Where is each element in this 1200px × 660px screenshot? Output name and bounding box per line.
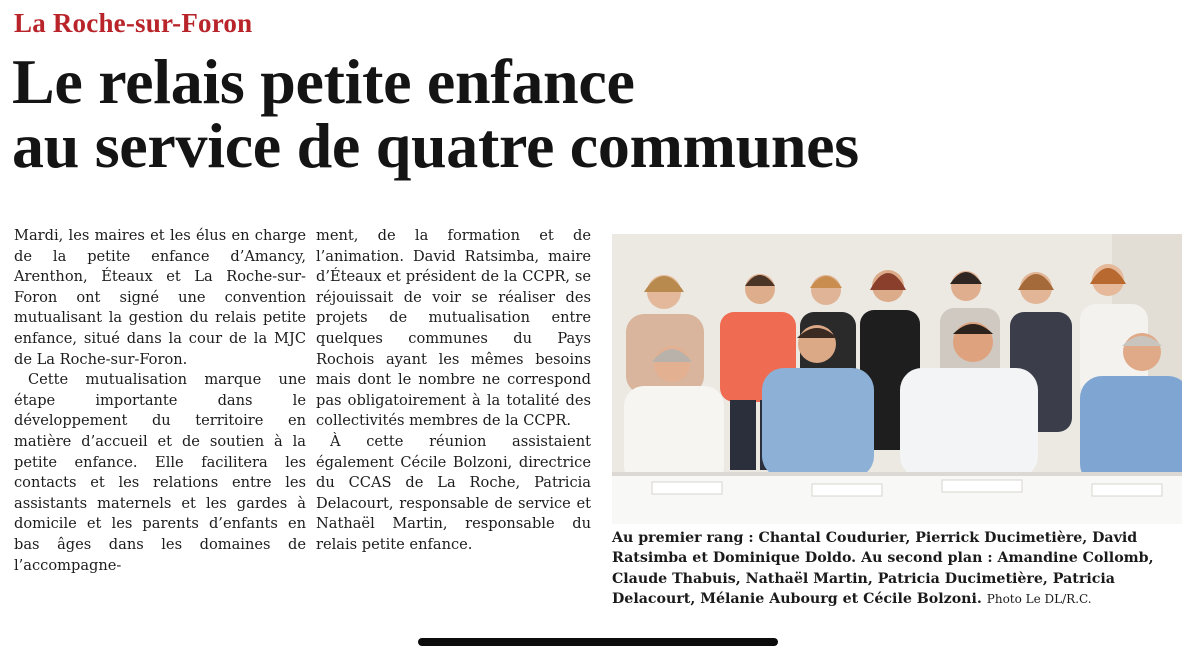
paragraph: À cette réunion assistaient également Cécile Bolzoni, directrice du CCAS de La Roche, Patricia Delacourt, responsable de service et Nathaël Martin, responsable du relais petite enfance.: [316, 432, 591, 553]
paragraph: ment, de la formation et de l’animation. David Ratsimba, maire d’Éteaux et président de la CCPR, se réjouissait de voir se réaliser des projets de mutualisation entre quelques communes du Pays Rochois ayant les mêmes besoins mais dont le nombre ne correspond pas obligatoirement à la totalité des collectivités membres de la CCPR.: [316, 227, 591, 430]
photo-caption: [612, 528, 1182, 610]
photo-credit: Photo Le DL/R.C.: [986, 592, 1092, 607]
article-photo: [612, 234, 1182, 524]
article-column-1: [14, 226, 306, 576]
scroll-indicator[interactable]: [418, 638, 778, 646]
caption-text: Au premier rang : Chantal Coudurier, Pierrick Ducimetière, David Ratsimba et Dominique Doldo. Au second plan : Amandine Collomb, Claude Thabuis, Nathaël Martin, Patricia Ducimetière, Patricia Delacourt, Mélanie Aubourg et Cécile Bolzoni.: [612, 530, 1154, 608]
headline-line-2: au service de quatre communes: [12, 110, 859, 181]
paragraph: Mardi, les maires et les élus en charge de la petite enfance d’Amancy, Arenthon, Éteaux et La Roche-sur-Foron ont signé une convention mutualisant la gestion du relais petite enfance, situé dans la cour de la MJC de La Roche-sur-Foron.: [14, 227, 306, 368]
paragraph: Cette mutualisation marque une étape importante dans le développement du territoire en matière d’accueil et de soutien à la petite enfance. Elle facilitera les contacts et les relations entre les assistants maternels et les gardes à domicile et les parents d’enfants en bas âges dans les domaines de l’accompagne-: [14, 371, 306, 574]
article-column-2: [316, 226, 591, 556]
article-headline: [12, 46, 859, 181]
section-kicker: La Roche-sur-Foron: [14, 8, 253, 38]
headline-line-1: Le relais petite enfance: [12, 46, 635, 117]
